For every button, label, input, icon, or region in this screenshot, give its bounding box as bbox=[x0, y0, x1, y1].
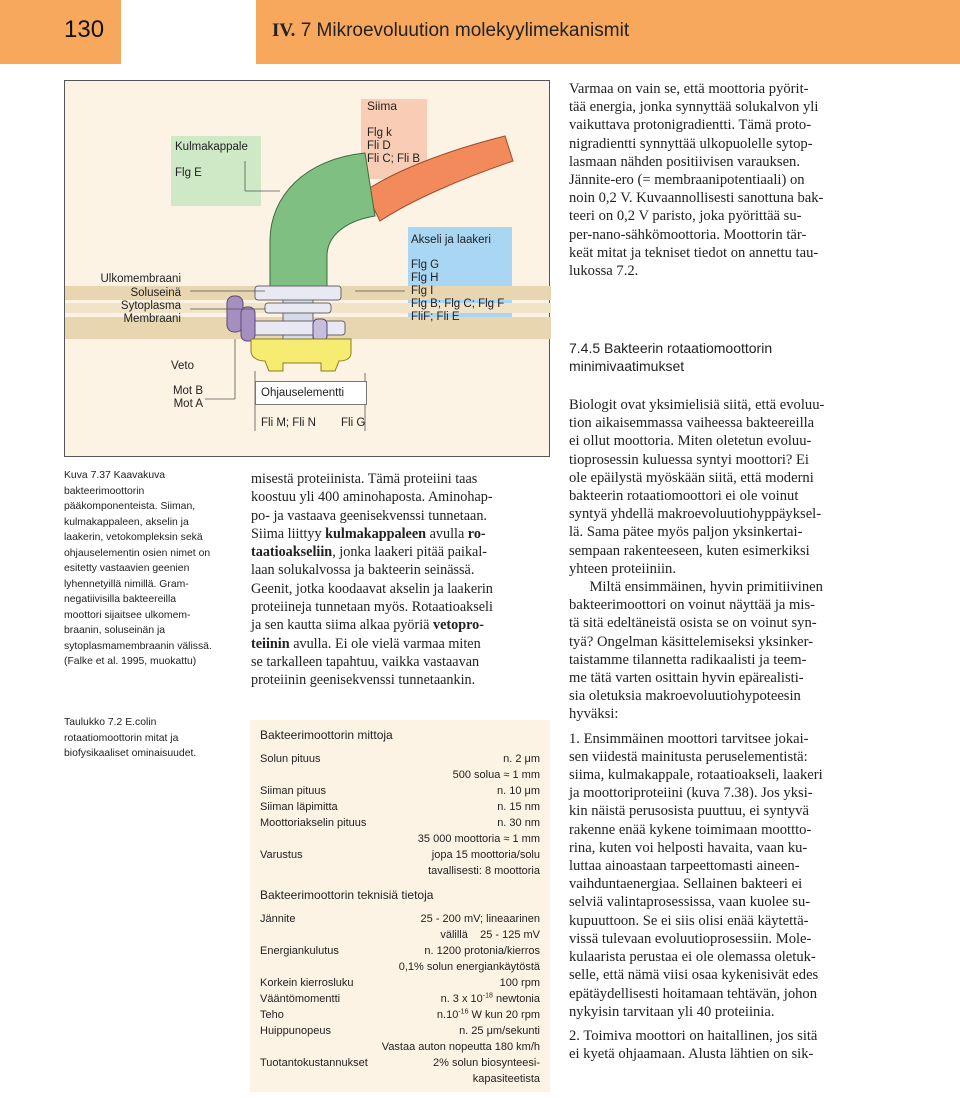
akseli-protein-4: FliF; Fli E bbox=[411, 311, 460, 323]
right-column-body bbox=[569, 396, 869, 1063]
caption-line: lyhennetyillä nimillä. Gram- bbox=[64, 578, 189, 590]
text-line: tä sitä edeltäneistä osista se on voinut syn- bbox=[569, 615, 817, 632]
label-ohjaus: Ohjauselementti bbox=[261, 387, 345, 399]
chapter-number: IV. bbox=[272, 20, 296, 41]
caption-line: biofysikaaliset ominaisuudet. bbox=[64, 748, 197, 759]
text-line: misestä proteiinista. Tämä proteiini taas bbox=[251, 471, 478, 487]
label-veto: Veto bbox=[171, 360, 195, 372]
text-line: lä. Sama pätee myös paljon yksinkertai- bbox=[569, 524, 803, 541]
label-kulmakappale: Kulmakappale bbox=[175, 141, 248, 153]
hook-shape bbox=[270, 153, 375, 286]
label-flg-e: Flg E bbox=[175, 167, 202, 179]
page-number: 130 bbox=[64, 16, 105, 43]
figure-caption bbox=[64, 468, 244, 670]
text-line: per-nano-sähkömoottoria. Moottorin tär- bbox=[569, 226, 807, 243]
text-line: rina, kuten voi helposti havaita, vaan ku- bbox=[569, 839, 808, 856]
text-line: Siima liittyy kulmakappaleen avulla ro- bbox=[251, 525, 486, 542]
text-line: epätäydellisesti hoitamaan tehtävän, johon bbox=[569, 985, 818, 1002]
text-line: siima, kulmakappale, rotaatioakseli, laakeri bbox=[569, 767, 823, 784]
akseli-protein-2: Flg I bbox=[411, 285, 434, 297]
middle-column-text bbox=[251, 470, 549, 690]
caption-line: (Falke et al. 1995, muokattu) bbox=[64, 656, 197, 667]
text-line: kupuuttoon. Se ei siis olisi enää käytettä- bbox=[569, 912, 809, 929]
label-siima: Siima bbox=[367, 99, 398, 113]
text-line: nigradientti synnyttää ulkopuolelle sytop- bbox=[569, 135, 813, 152]
l-ring bbox=[255, 286, 341, 300]
text-line: vaihduntaenergiaa. Sellainen bakteeri ei bbox=[569, 876, 803, 893]
veto-protein-0: Mot B bbox=[172, 385, 203, 397]
text-line: luttaa ainoastaan tarpeettomasti aineen- bbox=[569, 858, 800, 875]
caption-line: rotaatiomoottorin mitat ja bbox=[64, 732, 179, 744]
text-line: ja sen kautta siima alkaa pyöriä vetopro- bbox=[251, 617, 484, 634]
label-akseli: Akseli ja laakeri bbox=[411, 234, 491, 246]
term-vetoproteiini: vetopro- bbox=[433, 617, 484, 634]
table-caption bbox=[64, 715, 244, 762]
text-line: sempaan rakenteeseen, kuten esimerkiksi bbox=[569, 542, 810, 559]
text-line: ei kyetä ohjaamaan. Alusta lähtien on sik- bbox=[569, 1046, 814, 1063]
caption-line: laakerin, vetokompleksin sekä bbox=[64, 532, 203, 543]
text-line: po- ja vastaava geenisekvenssi tunnetaan. bbox=[251, 507, 487, 524]
text-line: lasmaan nähden positiivisen varauksen. bbox=[569, 153, 801, 170]
siima-protein-2: Fli C; Fli B bbox=[367, 153, 421, 165]
membrane-label-1: Soluseinä bbox=[130, 287, 181, 299]
ms-ring bbox=[251, 321, 345, 335]
motor-protein-left-b bbox=[241, 307, 255, 341]
text-line: Jännite-ero (= membraanipotentiaali) on bbox=[569, 172, 805, 189]
text-line: tää energia, jonka synnyttää solukalvon yli bbox=[569, 99, 819, 116]
membrane-label-3: Membraani bbox=[123, 313, 181, 325]
caption-line: kulmakappaleen, akselin ja bbox=[64, 516, 189, 528]
text-line: vissä tulevaan evoluutioprosessiin. Mole- bbox=[569, 930, 812, 947]
motor-protein-right bbox=[313, 319, 327, 341]
flagellar-motor-figure bbox=[64, 80, 550, 457]
caption-line: pääkomponenteista. Siiman, bbox=[64, 501, 196, 512]
akseli-protein-1: Flg H bbox=[411, 272, 439, 284]
text-line: tyä? Ongelman käsittelemiseksi yksinker- bbox=[569, 633, 814, 650]
text-line: taistamme tilannetta radikaalisti ja teem- bbox=[569, 651, 807, 668]
section-title-line2: minimivaatimukset bbox=[569, 358, 685, 374]
text-line: laan solukalvossa ja bakteerin seinässä. bbox=[251, 562, 475, 579]
ohjaus-protein-b: Fli G bbox=[341, 417, 366, 429]
text-line: 2. Toimiva moottori on haitallinen, jos sitä bbox=[569, 1027, 818, 1044]
veto-protein-1: Mot A bbox=[173, 398, 203, 410]
text-line: proteiinin geenisekvenssi tunnetaankin. bbox=[251, 672, 476, 689]
text-line: me tätä varten osittain hyvin epärealisti- bbox=[569, 670, 804, 687]
right-column-top bbox=[569, 80, 869, 280]
akseli-protein-3: Flg B; Flg C; Flg F bbox=[411, 298, 505, 310]
text-line: teeri on 0,2 V paristo, joka pyörittää su- bbox=[569, 208, 802, 225]
caption-line: moottori sijaitsee ulkomem- bbox=[64, 609, 191, 621]
text-line: ole epäilystä myöskään siitä, että moderni bbox=[569, 469, 814, 486]
caption-line: bakteerimoottorin bbox=[64, 485, 145, 497]
caption-line: negatiivisilla bakteereilla bbox=[64, 594, 177, 605]
text-line: ei ollut moottoria. Miten oletetun evoluu- bbox=[569, 433, 812, 450]
p-ring bbox=[265, 303, 331, 313]
akseli-protein-0: Flg G bbox=[411, 259, 440, 271]
chapter-header bbox=[256, 0, 960, 64]
ohjaus-protein-a: Fli M; Fli N bbox=[261, 417, 316, 429]
text-line: syntyä yhdellä makroevoluutiohyppäyksel- bbox=[569, 506, 822, 523]
text-line: selviä valintaprosessissa, vaan kuolee su- bbox=[569, 894, 811, 911]
text-line: noin 0,2 V. Kuvaannollisesti sanottuna bak- bbox=[569, 190, 824, 207]
page-number-bar bbox=[0, 0, 121, 64]
text-line: sia oletuksia makroevoluutiohypoteesin bbox=[569, 688, 801, 705]
text-line: tioprosessin kuluessa syntyi moottori? Ei bbox=[569, 451, 809, 468]
term-kulmakappale: kulmakappaleen bbox=[325, 525, 427, 542]
membrane-label-0: Ulkomembraani bbox=[100, 273, 181, 285]
caption-line: braanin, soluseinän ja bbox=[64, 625, 166, 636]
membrane-label-2: Sytoplasma bbox=[120, 300, 181, 312]
text-line: yhteen proteiiniin. bbox=[569, 560, 676, 577]
text-line: vaikuttava protonigradientti. Tämä proto- bbox=[569, 117, 812, 134]
text-line: Geenit, jotka koodaavat akselin ja laakerin bbox=[251, 580, 493, 597]
text-line: selle, että nämä viisi osaa kykenisivät edes bbox=[569, 967, 819, 984]
text-line: Varmaa on vain se, että moottoria pyörit- bbox=[569, 81, 809, 97]
text-line: bakteerin rotaatiomoottori ei ole voinut bbox=[569, 488, 799, 505]
caption-line: Taulukko 7.2 E.colin bbox=[64, 717, 157, 728]
text-line: kulaarista perustaa ei ole olemassa oletuk- bbox=[569, 949, 816, 966]
chapter-title: IV. 7 Mikroevoluution molekyylimekanismit bbox=[272, 20, 630, 41]
caption-line: esitetty vastaavien geenien bbox=[64, 563, 190, 574]
switch-complex bbox=[251, 339, 351, 371]
text-line: se tarkalleen tapahtuu, vaikka vastaavan bbox=[251, 653, 480, 670]
text-line: nykyisin tarvitaan yli 40 proteiinia. bbox=[569, 1003, 775, 1020]
text-line: keät mitat ja tekniset tiedot on annettu tau- bbox=[569, 244, 819, 261]
text-line: sen viidestä mainitusta peruselementistä: bbox=[569, 748, 808, 765]
text-line: lukossa 7.2. bbox=[569, 263, 639, 280]
text-line: koostuu yli 400 aminohaposta. Aminohap- bbox=[251, 489, 493, 506]
text-line: Miltä ensimmäinen, hyvin primitiivinen bbox=[589, 579, 823, 596]
text-line: Biologit ovat yksimielisiä siitä, että evoluu- bbox=[569, 397, 825, 413]
text-line: tion aikaisemmassa vaiheessa bakteereilla bbox=[569, 415, 815, 432]
text-line: bakteerimoottori on voinut näyttää ja mis- bbox=[569, 597, 816, 614]
text-line: 1. Ensimmäinen moottori tarvitsee jokai- bbox=[569, 730, 809, 747]
text-line: ja moottoriproteiini (kuva 7.38). Jos yksi- bbox=[569, 785, 813, 802]
text-line: taatioakseliin, jonka laakeri pitää paikal- bbox=[251, 544, 488, 561]
text-line: hyväksi: bbox=[569, 706, 619, 723]
text-line: rakenne enää kykene toimimaan moottto- bbox=[569, 821, 812, 838]
text-line: proteiineja tunnetaan myös. Rotaatioakseli bbox=[251, 599, 493, 616]
siima-protein-1: Fli D bbox=[367, 140, 391, 152]
section-heading bbox=[569, 339, 869, 375]
section-title-line1: 7.4.5 Bakteerin rotaatiomoottorin bbox=[569, 340, 773, 356]
text-line: teiinin avulla. Ei ole vielä varmaa miten bbox=[251, 635, 481, 652]
caption-line: Kuva 7.37 Kaavakuva bbox=[64, 470, 166, 481]
motor-specs-table: Bakteerimoottorin mittoja Solun pituus n. 2 μm 500 solua ≈ 1 mm Siiman pituus n. 10 μm Siiman läpimitta n. 15 nm Moottoriakselin pituus n. 30 nm 35 000 moottoria ≈ 1 mm Varustus jopa 15 moottoria/solu tavallisesti: 8 moottoria Bakteerimoottorin teknisiä tietoja Jännite 25 - 200 mV; lineaarinen välillä 25 - 125 mV Energiankulutus n. 1200 protonia/kierros 0,1% solun energiankäytöstä Korkein kierrosluku 100 rpm Vääntömomentti n. 3 x $10^{-18}$ newtonia Teho $n.10^{-16}$ W kun 20 rpm Huippunopeus n. 25 μm/sekunti Vastaa auton nopeutta 180 km/h Tuotantokustannukset 2% solun biosynteesi- kapasiteetista bbox=[250, 720, 550, 1092]
text-line: kin näistä perusosista puuttuu, ei syntyvä bbox=[569, 803, 809, 820]
term-rotaatioakseli: taatioakseliin bbox=[251, 544, 333, 561]
siima-protein-0: Flg k bbox=[367, 127, 392, 139]
caption-line: ohjauselementin osien nimet on bbox=[64, 547, 211, 559]
caption-line: sytoplasmamembraanin välissä. bbox=[64, 640, 212, 652]
